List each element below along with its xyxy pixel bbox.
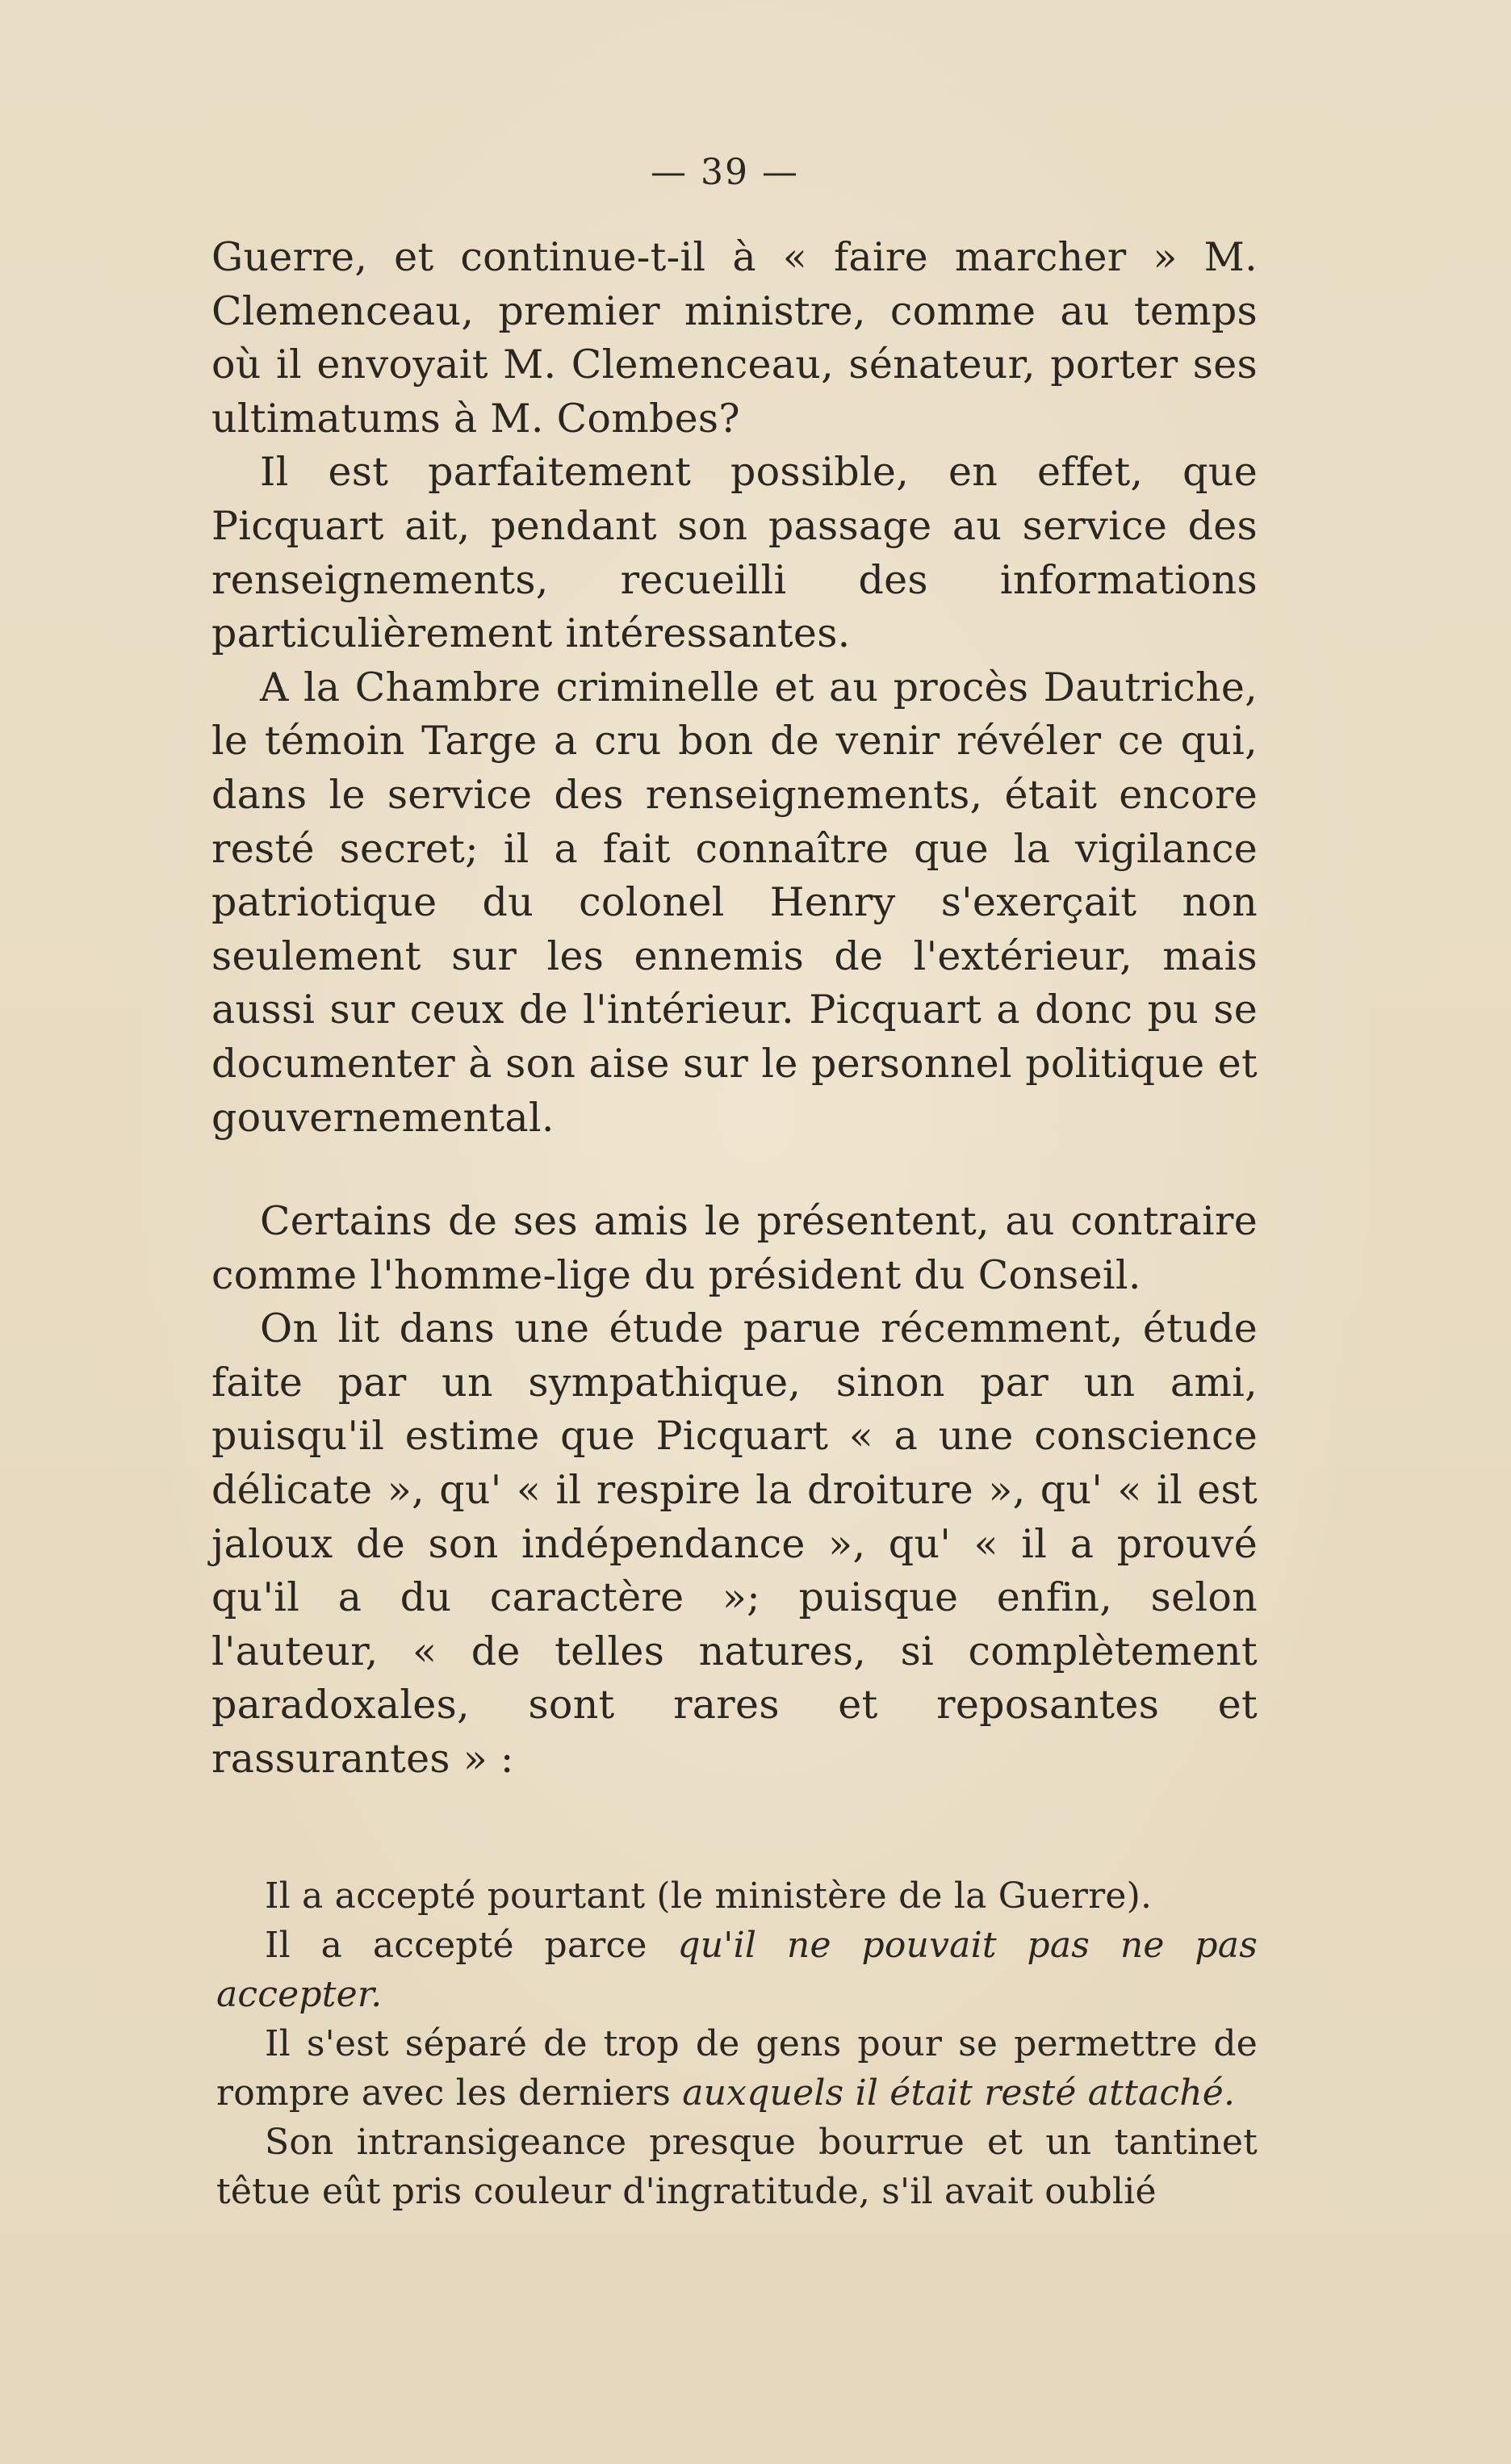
quote-italic: auxquels il était resté attaché. [682, 2072, 1236, 2114]
quotation-block [216, 1871, 1258, 2216]
quote-text: Il a accepté parce [265, 1925, 678, 1966]
text-block-1 [211, 231, 1258, 1145]
paragraph: Certains de ses amis le présentent, au contraire comme l'homme-lige du président du Conseil. [211, 1198, 1258, 1298]
page-number: — 39 — [651, 152, 799, 193]
quote-line: Il a accepté pourtant (le ministère de la Guerre). [265, 1875, 1153, 1917]
text-block-2 [211, 1195, 1258, 1787]
quote-line: Son intransigeance presque bourrue et un tantinet têtue eût pris couleur d'ingratitude, s'il avait oublié [216, 2122, 1258, 2212]
paragraph: A la Chambre criminelle et au procès Dautriche, le témoin Targe a cru bon de venir révéler ce qui, dans le service des renseignements, était encore resté secret; il a fait connaître que la vigilance patriotique du colonel Henry s'exerçait non seulement sur les ennemis de l'extérieur, mais aussi sur ceux de l'intérieur. Picquart a donc pu se documenter à son aise sur le personnel politique et gouvernemental. [211, 664, 1258, 1141]
quote-line [216, 1921, 1258, 2019]
quote-text: Il s'est séparé de trop de gens pour se permettre de rompre avec les derniers [216, 2023, 1258, 2114]
quote-line [216, 2019, 1258, 2118]
paragraph: Guerre, et continue-t-il à « faire marcher » M. Clemenceau, premier ministre, comme au temps où il envoyait M. Clemenceau, sénateur, porter ses ultimatums à M. Combes? [211, 234, 1258, 442]
quote-italic: qu'il ne pouvait pas ne pas accepter. [216, 1925, 1258, 2015]
paragraph: Il est parfaitement possible, en effet, que Picquart ait, pendant son passage au service des renseignements, recueilli des informations particulièrement intéressantes. [211, 449, 1258, 657]
paragraph: On lit dans une étude parue récemment, étude faite par un sympathique, sinon par un ami, puisqu'il estime que Picquart « a une conscience délicate », qu' « il respire la droiture », qu' « il est jaloux de son indépendance », qu' « il a prouvé qu'il a du caractère »; puisque enfin, selon l'auteur, « de telles natures, si complètement paradoxales, sont rares et reposantes et rassurantes » : [211, 1305, 1258, 1782]
